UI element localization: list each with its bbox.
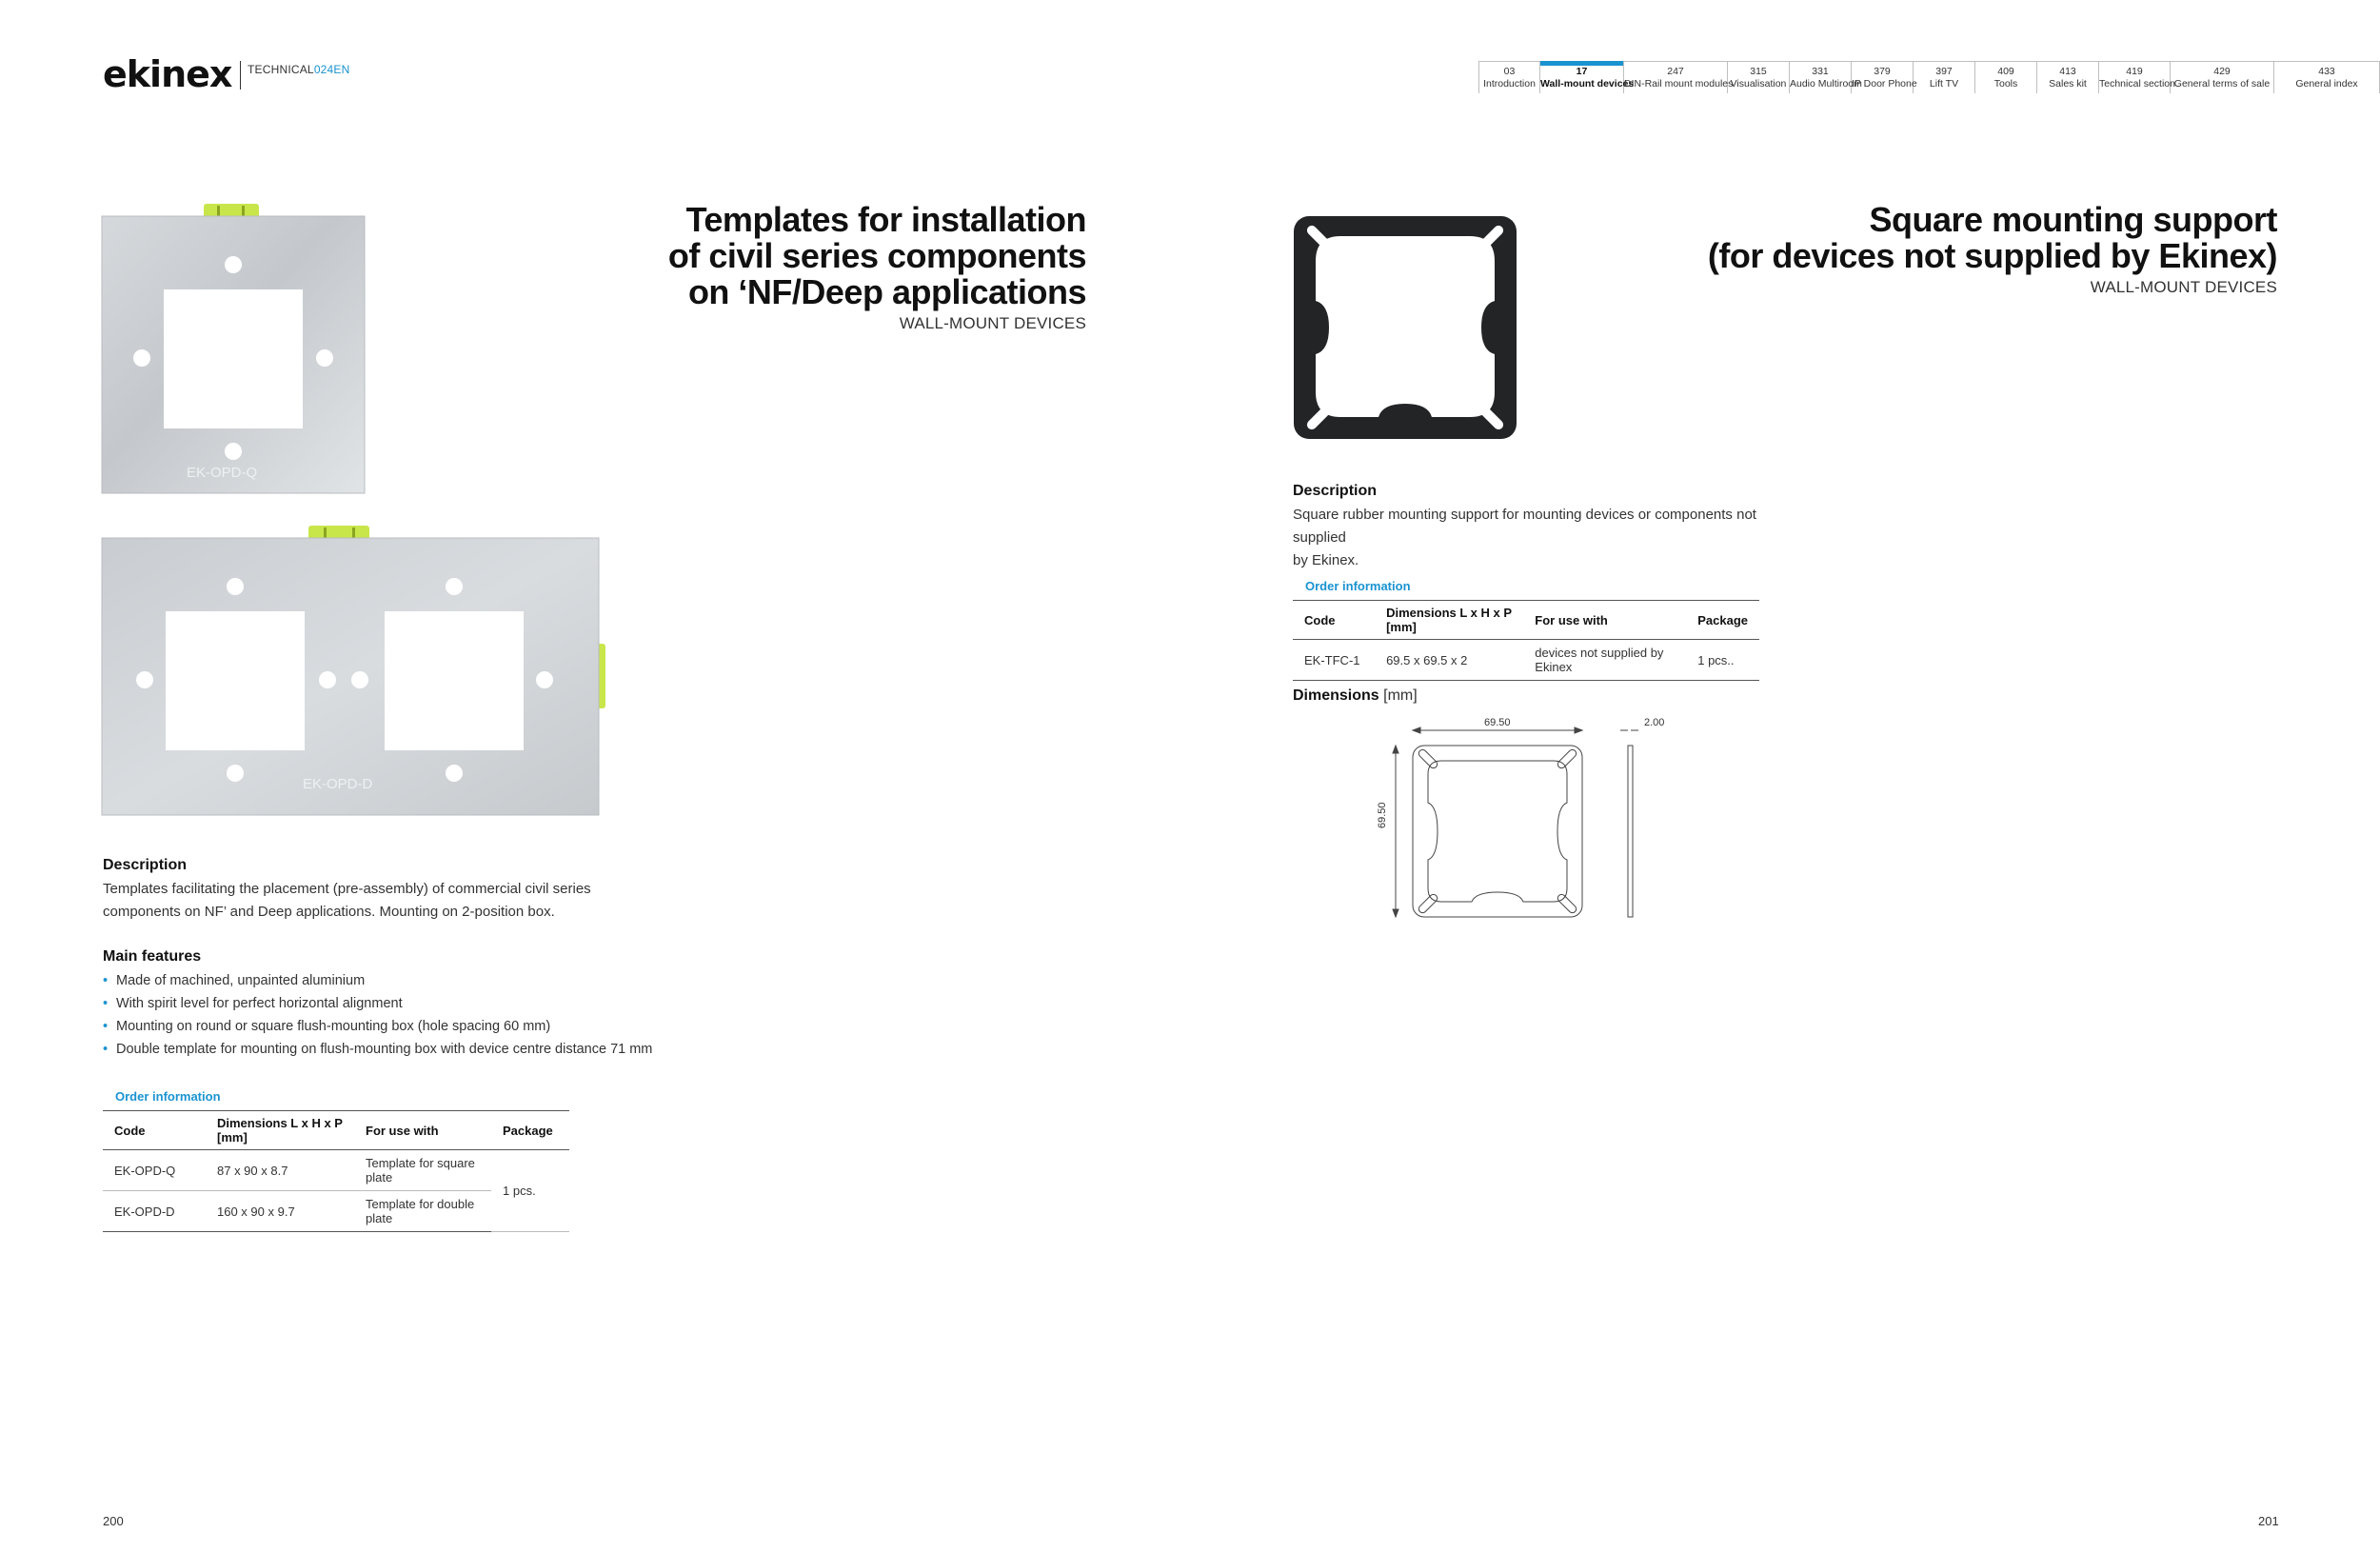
col-code: Code [103,1111,206,1150]
nav-tab-lift-tv[interactable] [1914,62,1975,93]
right-title-block [1708,202,2277,297]
nav-tab-label: Visualisation [1730,78,1787,90]
nav-tab-label: Sales kit [2049,78,2087,90]
dimensions-heading-label: Dimensions [1293,687,1379,704]
nav-tab-introduction[interactable] [1478,62,1540,93]
right-title-line-1: Square mounting support [1869,200,2277,239]
right-order-information-title: Order information [1305,579,1411,593]
nav-tab-audio-multiroom[interactable] [1790,62,1862,93]
nav-tab-label: Wall-mount devices [1540,78,1635,90]
col-package: Package [1686,601,1759,640]
cell-for-use-with: Template for square plate [354,1150,491,1191]
left-subtitle: WALL-MOUNT DEVICES [899,314,1086,332]
nav-tab-label: General terms of sale [2173,78,2271,90]
nav-tab-label: Lift TV [1929,78,1959,90]
left-title-line-3: on ‘NF/Deep applications [687,272,1086,311]
right-page-number: 201 [2258,1514,2279,1528]
left-description-heading: Description [103,857,188,873]
cell-code: EK-TFC-1 [1293,640,1375,681]
dim-thickness-label: 2.00 [1644,717,1665,728]
nav-tab-number: 03 [1503,66,1516,77]
left-description-line-2: components on NF’ and Deep applications. Mounting on 2-position box. [103,904,555,920]
cell-code: EK-OPD-D [103,1191,206,1232]
left-description-line-1: Templates facilitating the placement (pre-assembly) of commercial civil series [103,881,591,897]
nav-tab-number: 413 [2059,66,2076,77]
left-title-line-1: Templates for installation [685,200,1086,239]
table-header-row [103,1111,569,1150]
nav-tab-wall-mount-devices[interactable] [1540,62,1635,93]
cell-package: 1 pcs. [491,1150,569,1232]
feature-item: • With spirit level for perfect horizontal alignment [103,992,712,1015]
nav-tab-label: Technical section [2099,78,2175,90]
dim-height-label: 69.50 [1377,802,1388,828]
table-row [1293,640,1759,681]
left-description-text [103,878,636,924]
nav-tab-number: 397 [1935,66,1953,77]
left-title-block [668,202,1086,333]
logo-separator [240,61,241,90]
nav-tab-din-rail-modules[interactable] [1624,62,1734,93]
col-code: Code [1293,601,1375,640]
dim-width-label: 69.50 [1484,717,1511,728]
nav-tab-number: 331 [1812,66,1829,77]
nav-tab-number: 17 [1576,66,1588,77]
nav-tab-ip-door-phone[interactable] [1852,62,1917,93]
right-description-line-2: by Ekinex. [1293,552,1359,568]
catalog-code [248,63,350,76]
nav-tab-number: 433 [2318,66,2335,77]
nav-tab-label: Tools [1993,78,2018,90]
table-header-row [1293,601,1759,640]
cell-for-use-with: devices not supplied by Ekinex [1523,640,1686,681]
template-square-engraving: EK-OPD-Q [187,465,258,481]
feature-item: • Mounting on round or square flush-mounting box (hole spacing 60 mm) [103,1015,712,1038]
nav-tab-technical-section[interactable] [2099,62,2175,93]
main-features-heading: Main features [103,948,202,965]
template-double-engraving: EK-OPD-D [303,776,373,792]
main-features-list [103,969,712,1061]
left-title-line-2: of civil series components [667,236,1086,275]
col-package: Package [491,1111,569,1150]
cell-dimensions: 69.5 x 69.5 x 2 [1375,640,1523,681]
right-order-table [1293,600,1759,681]
feature-item: • Made of machined, unpainted aluminium [103,969,712,992]
nav-tab-number: 379 [1874,66,1891,77]
right-title-line-2: (for devices not supplied by Ekinex) [1707,236,2277,275]
feature-item: • Double template for mounting on flush-mounting box with device centre distance 71 mm [103,1038,712,1061]
cell-for-use-with: Template for double plate [354,1191,491,1232]
col-dimensions: Dimensions L x H x P [mm] [1375,601,1523,640]
nav-tab-number: 247 [1667,66,1684,77]
nav-tab-general-index[interactable] [2274,62,2380,93]
nav-tab-number: 429 [2213,66,2231,77]
left-page-number: 200 [103,1514,124,1528]
nav-tab-label: IP Door Phone [1852,78,1917,90]
catalog-suffix: 024EN [313,63,350,76]
nav-tab-number: 315 [1750,66,1767,77]
cell-dimensions: 87 x 90 x 8.7 [206,1150,354,1191]
catalog-prefix: TECHNICAL [248,63,314,76]
template-square-image [99,202,370,497]
nav-tab-tools[interactable] [1975,62,2037,93]
nav-tab-number: 409 [1997,66,2014,77]
cell-code: EK-OPD-Q [103,1150,206,1191]
cell-dimensions: 160 x 90 x 9.7 [206,1191,354,1232]
section-navigation [1478,61,2380,93]
dimensions-heading [1293,687,1418,705]
col-dimensions: Dimensions L x H x P [mm] [206,1111,354,1150]
left-order-table [103,1110,569,1232]
left-order-information-title: Order information [115,1089,221,1104]
cell-package: 1 pcs.. [1686,640,1759,681]
table-row [103,1150,569,1191]
nav-tab-visualisation[interactable] [1728,62,1790,93]
right-subtitle: WALL-MOUNT DEVICES [2090,278,2277,296]
right-description-heading: Description [1293,483,1378,499]
nav-tab-sales-kit[interactable] [2037,62,2099,93]
nav-tab-number: 419 [2126,66,2143,77]
dimensions-unit: [mm] [1383,687,1418,704]
nav-tab-label: DIN-Rail mount modules [1624,78,1734,90]
right-description-line-1: Square rubber mounting support for mounting devices or components not supplied [1293,507,1756,546]
nav-tab-label: Audio Multiroom [1790,78,1862,90]
template-double-image [99,524,613,819]
col-for-use-with: For use with [354,1111,491,1150]
nav-tab-general-terms[interactable] [2171,62,2274,93]
rubber-support-image [1291,213,1519,442]
nav-tab-label: General index [2295,78,2358,90]
col-for-use-with: For use with [1523,601,1686,640]
right-description-text [1293,504,1769,572]
nav-tab-label: Introduction [1483,78,1536,90]
ekinex-logo: ekinex [103,53,232,95]
dimension-drawing [1371,709,1685,928]
